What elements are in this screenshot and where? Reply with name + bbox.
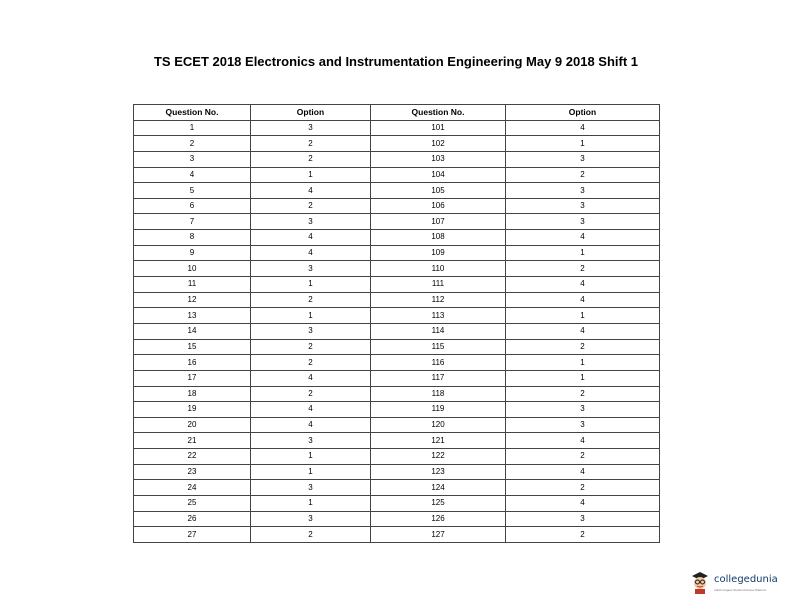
cell-question-no: 107 bbox=[371, 214, 506, 230]
cell-option: 1 bbox=[251, 496, 371, 512]
cell-question-no: 2 bbox=[134, 136, 251, 152]
table-row bbox=[134, 355, 660, 371]
table-row bbox=[134, 151, 660, 167]
cell-option: 3 bbox=[506, 151, 660, 167]
table-row bbox=[134, 198, 660, 214]
cell-question-no: 8 bbox=[134, 230, 251, 246]
cell-option: 2 bbox=[251, 198, 371, 214]
cell-option: 4 bbox=[506, 464, 660, 480]
cell-question-no: 125 bbox=[371, 496, 506, 512]
cell-question-no: 114 bbox=[371, 323, 506, 339]
cell-question-no: 27 bbox=[134, 527, 251, 543]
cell-option: 2 bbox=[506, 339, 660, 355]
cell-question-no: 10 bbox=[134, 261, 251, 277]
table-row bbox=[134, 245, 660, 261]
cell-option: 3 bbox=[506, 214, 660, 230]
cell-option: 4 bbox=[506, 433, 660, 449]
cell-option: 3 bbox=[251, 480, 371, 496]
table-row bbox=[134, 308, 660, 324]
cell-option: 2 bbox=[251, 527, 371, 543]
cell-question-no: 25 bbox=[134, 496, 251, 512]
cell-option: 4 bbox=[506, 230, 660, 246]
table-header-row bbox=[134, 105, 660, 121]
table-row bbox=[134, 511, 660, 527]
table-row bbox=[134, 433, 660, 449]
table-row bbox=[134, 261, 660, 277]
cell-question-no: 102 bbox=[371, 136, 506, 152]
cell-question-no: 113 bbox=[371, 308, 506, 324]
cell-option: 4 bbox=[506, 496, 660, 512]
cell-question-no: 119 bbox=[371, 402, 506, 418]
cell-option: 4 bbox=[251, 230, 371, 246]
collegedunia-logo bbox=[690, 568, 790, 598]
cell-option: 3 bbox=[251, 214, 371, 230]
cell-option: 1 bbox=[251, 308, 371, 324]
cell-question-no: 124 bbox=[371, 480, 506, 496]
cell-question-no: 11 bbox=[134, 277, 251, 293]
table-row bbox=[134, 449, 660, 465]
cell-question-no: 15 bbox=[134, 339, 251, 355]
table-row bbox=[134, 496, 660, 512]
logo-tagline: India's largest Student Review Platform bbox=[714, 588, 767, 592]
table-row bbox=[134, 386, 660, 402]
cell-question-no: 4 bbox=[134, 167, 251, 183]
cell-option: 3 bbox=[251, 120, 371, 136]
cell-option: 2 bbox=[506, 386, 660, 402]
table-row bbox=[134, 370, 660, 386]
table-row bbox=[134, 402, 660, 418]
cell-option: 1 bbox=[251, 167, 371, 183]
table-row bbox=[134, 183, 660, 199]
cell-option: 2 bbox=[251, 386, 371, 402]
cell-option: 2 bbox=[506, 449, 660, 465]
cell-question-no: 111 bbox=[371, 277, 506, 293]
table-row bbox=[134, 527, 660, 543]
cell-option: 4 bbox=[251, 417, 371, 433]
cell-question-no: 116 bbox=[371, 355, 506, 371]
cell-option: 1 bbox=[506, 370, 660, 386]
cell-option: 2 bbox=[506, 167, 660, 183]
header-option-1: Option bbox=[251, 105, 371, 121]
cell-option: 2 bbox=[251, 339, 371, 355]
cell-question-no: 117 bbox=[371, 370, 506, 386]
table-row bbox=[134, 214, 660, 230]
cell-question-no: 118 bbox=[371, 386, 506, 402]
header-option-2: Option bbox=[506, 105, 660, 121]
cell-option: 1 bbox=[506, 308, 660, 324]
table-body bbox=[134, 120, 660, 542]
cell-question-no: 109 bbox=[371, 245, 506, 261]
cell-question-no: 9 bbox=[134, 245, 251, 261]
cell-option: 4 bbox=[251, 402, 371, 418]
table-row bbox=[134, 323, 660, 339]
cell-question-no: 103 bbox=[371, 151, 506, 167]
cell-question-no: 20 bbox=[134, 417, 251, 433]
cell-question-no: 123 bbox=[371, 464, 506, 480]
cell-question-no: 13 bbox=[134, 308, 251, 324]
cell-question-no: 19 bbox=[134, 402, 251, 418]
cell-option: 1 bbox=[506, 136, 660, 152]
table-row bbox=[134, 339, 660, 355]
cell-question-no: 21 bbox=[134, 433, 251, 449]
table-row bbox=[134, 417, 660, 433]
cell-option: 3 bbox=[506, 417, 660, 433]
cell-question-no: 115 bbox=[371, 339, 506, 355]
header-question-no-2: Question No. bbox=[371, 105, 506, 121]
cell-option: 4 bbox=[506, 323, 660, 339]
cell-option: 2 bbox=[506, 527, 660, 543]
document-title: TS ECET 2018 Electronics and Instrumentation Engineering May 9 2018 Shift 1 bbox=[153, 54, 639, 69]
cell-option: 4 bbox=[251, 245, 371, 261]
cell-option: 3 bbox=[506, 198, 660, 214]
header-question-no-1: Question No. bbox=[134, 105, 251, 121]
cell-option: 3 bbox=[506, 402, 660, 418]
cell-question-no: 7 bbox=[134, 214, 251, 230]
table-row bbox=[134, 167, 660, 183]
table-row bbox=[134, 464, 660, 480]
answer-key-table bbox=[133, 104, 660, 543]
cell-question-no: 5 bbox=[134, 183, 251, 199]
cell-question-no: 22 bbox=[134, 449, 251, 465]
cell-question-no: 104 bbox=[371, 167, 506, 183]
cell-option: 3 bbox=[506, 183, 660, 199]
cell-question-no: 105 bbox=[371, 183, 506, 199]
cell-option: 2 bbox=[251, 292, 371, 308]
cell-question-no: 120 bbox=[371, 417, 506, 433]
table-row bbox=[134, 292, 660, 308]
cell-option: 1 bbox=[251, 449, 371, 465]
cell-option: 4 bbox=[506, 277, 660, 293]
cell-option: 2 bbox=[251, 136, 371, 152]
cell-question-no: 121 bbox=[371, 433, 506, 449]
table-row bbox=[134, 480, 660, 496]
cell-question-no: 106 bbox=[371, 198, 506, 214]
cell-option: 3 bbox=[251, 323, 371, 339]
table-row bbox=[134, 230, 660, 246]
cell-question-no: 101 bbox=[371, 120, 506, 136]
cell-question-no: 16 bbox=[134, 355, 251, 371]
cell-option: 3 bbox=[506, 511, 660, 527]
table-row bbox=[134, 120, 660, 136]
cell-question-no: 126 bbox=[371, 511, 506, 527]
cell-option: 1 bbox=[251, 464, 371, 480]
cell-option: 2 bbox=[251, 355, 371, 371]
cell-question-no: 1 bbox=[134, 120, 251, 136]
cell-question-no: 17 bbox=[134, 370, 251, 386]
cell-question-no: 108 bbox=[371, 230, 506, 246]
graduate-mascot-icon bbox=[690, 570, 710, 594]
cell-option: 3 bbox=[251, 433, 371, 449]
cell-question-no: 122 bbox=[371, 449, 506, 465]
cell-option: 2 bbox=[506, 261, 660, 277]
cell-option: 3 bbox=[251, 261, 371, 277]
cell-option: 2 bbox=[506, 480, 660, 496]
cell-question-no: 127 bbox=[371, 527, 506, 543]
cell-question-no: 3 bbox=[134, 151, 251, 167]
cell-option: 2 bbox=[251, 151, 371, 167]
cell-option: 4 bbox=[506, 120, 660, 136]
cell-option: 1 bbox=[506, 245, 660, 261]
cell-option: 4 bbox=[251, 183, 371, 199]
cell-question-no: 18 bbox=[134, 386, 251, 402]
cell-question-no: 14 bbox=[134, 323, 251, 339]
cell-question-no: 6 bbox=[134, 198, 251, 214]
table-row bbox=[134, 277, 660, 293]
cell-option: 1 bbox=[506, 355, 660, 371]
logo-wordmark: collegedunia bbox=[714, 574, 778, 585]
cell-question-no: 26 bbox=[134, 511, 251, 527]
cell-option: 4 bbox=[251, 370, 371, 386]
cell-question-no: 23 bbox=[134, 464, 251, 480]
cell-option: 1 bbox=[251, 277, 371, 293]
cell-question-no: 12 bbox=[134, 292, 251, 308]
cell-option: 4 bbox=[506, 292, 660, 308]
cell-option: 3 bbox=[251, 511, 371, 527]
table-row bbox=[134, 136, 660, 152]
cell-question-no: 112 bbox=[371, 292, 506, 308]
cell-question-no: 110 bbox=[371, 261, 506, 277]
cell-question-no: 24 bbox=[134, 480, 251, 496]
